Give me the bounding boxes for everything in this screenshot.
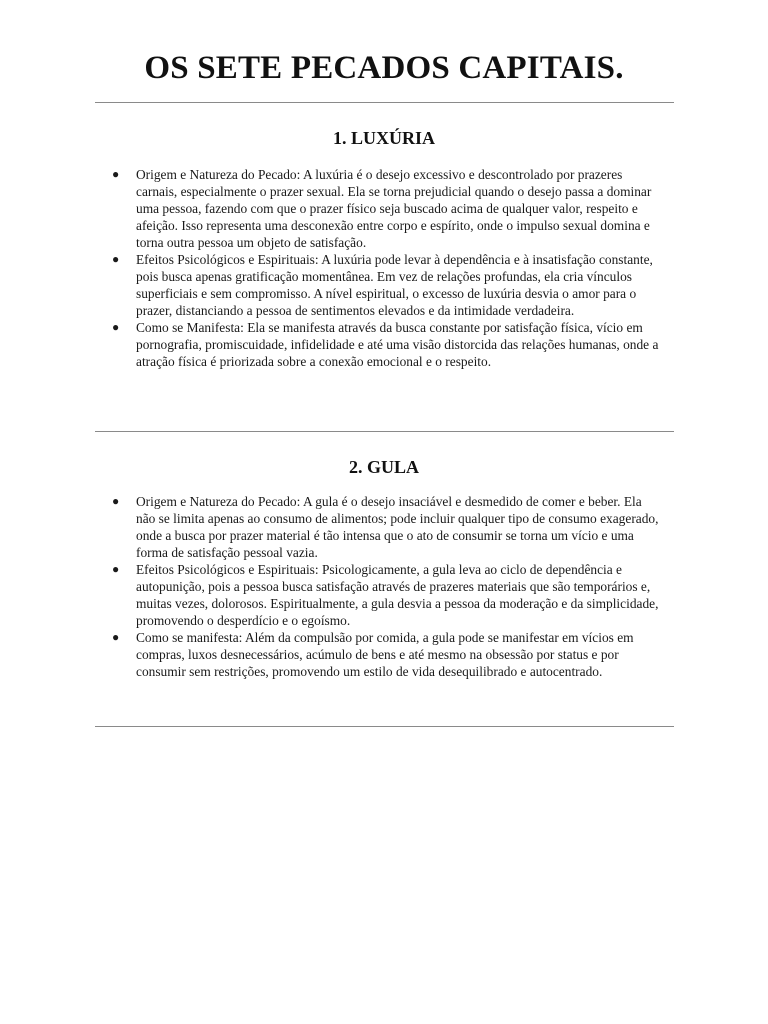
list-item: [112, 166, 662, 251]
list-item-text: Como se manifesta: Além da compulsão por comida, a gula pode se manifestar em vícios em compras, luxos desnecessários, acúmulo de bens e até mesmo na obsessão por status e por consumir sem restrições, promovendo um estilo de vida desequilibrado e autocentrado.: [136, 630, 634, 679]
divider: [95, 102, 674, 103]
list-item-text: Como se Manifesta: Ela se manifesta através da busca constante por satisfação física, vício em pornografia, promiscuidade, infidelidade e até uma visão distorcida das relações humanas, onde a atração física é priorizada sobre a conexão emocional e o respeito.: [136, 320, 659, 369]
bullet-icon: ●: [112, 167, 120, 181]
divider: [95, 431, 674, 432]
bullet-icon: ●: [112, 562, 120, 576]
document-title: OS SETE PECADOS CAPITAIS.: [144, 50, 624, 86]
bullet-icon: ●: [112, 630, 120, 644]
section-heading-gula: 2. GULA: [348, 457, 419, 477]
bullet-icon: ●: [112, 320, 120, 334]
list-item: [112, 629, 662, 680]
section-heading-luxuria: 1. LUXÚRIA: [332, 128, 435, 148]
bullet-list-gula: [112, 493, 662, 680]
bullet-list-luxuria: [112, 166, 662, 370]
list-item-text: Origem e Natureza do Pecado: A gula é o desejo insaciável e desmedido de comer e beber. Ela não se limita apenas ao consumo de alimentos; pode incluir qualquer tipo de consumo exagerado, onde a busca por prazer material é tão intensa que o ato de consumir se torna um vício e uma forma de satisfação pessoal vazia.: [136, 494, 659, 560]
divider: [95, 726, 674, 727]
bullet-icon: ●: [112, 252, 120, 266]
bullet-icon: ●: [112, 494, 120, 508]
list-item: [112, 251, 662, 319]
list-item: [112, 319, 662, 370]
list-item: [112, 493, 662, 561]
list-item: [112, 561, 662, 629]
list-item-text: Efeitos Psicológicos e Espirituais: Psicologicamente, a gula leva ao ciclo de dependência e autopunição, pois a pessoa busca satisfação através de prazeres materiais que são temporários e, muitas vezes, dolorosos. Espiritualmente, a gula desvia a pessoa da moderação e da simplicidade, promovendo o desperdício e o egoísmo.: [136, 562, 659, 628]
list-item-text: Efeitos Psicológicos e Espirituais: A luxúria pode levar à dependência e à insatisfação constante, pois busca apenas gratificação momentânea. Em vez de relações profundas, ela cria vínculos superficiais e sem compromisso. A nível espiritual, o excesso de luxúria desvia o amor para o prazer, distanciando a pessoa de sentimentos elevados e da intimidade verdadeira.: [136, 252, 653, 318]
list-item-text: Origem e Natureza do Pecado: A luxúria é o desejo excessivo e descontrolado por prazeres carnais, especialmente o prazer sexual. Ela se torna prejudicial quando o desejo passa a dominar uma pessoa, fazendo com que o prazer físico seja buscado acima de qualquer valor, respeito e afeição. Isso representa uma desconexão entre corpo e espírito, onde o impulso sexual domina e torna outra pessoa um objeto de satisfação.: [136, 167, 652, 250]
